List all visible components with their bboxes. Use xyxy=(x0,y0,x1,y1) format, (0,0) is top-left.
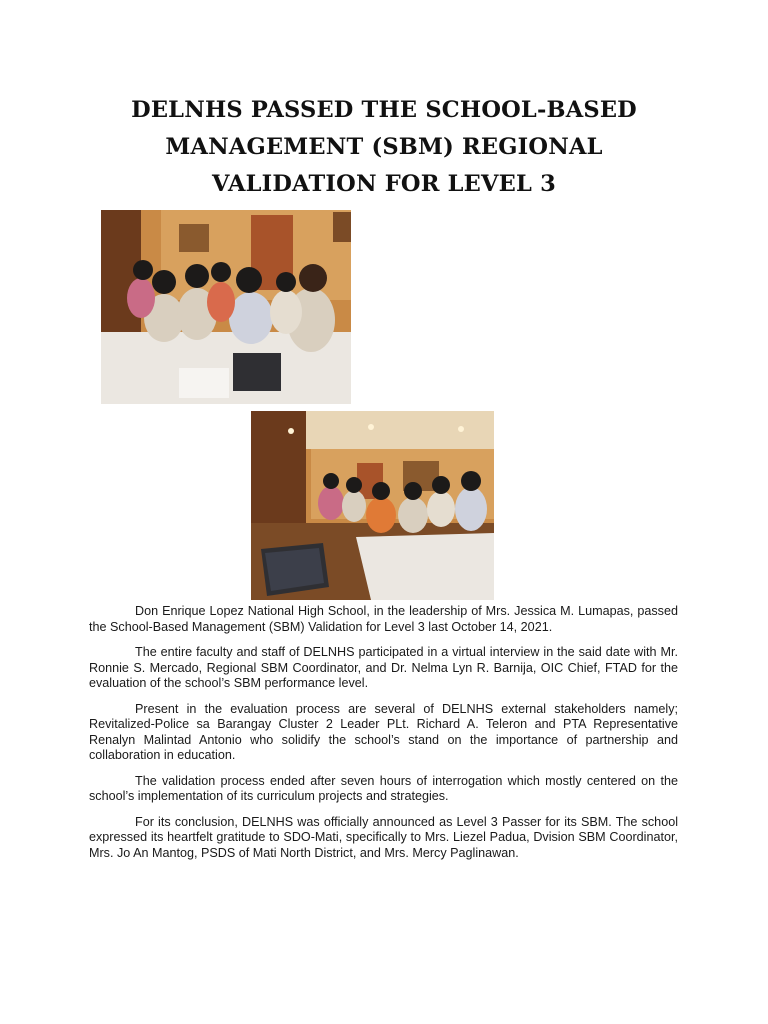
photo-faculty-at-screen xyxy=(101,210,351,404)
article-paragraph: Don Enrique Lopez National High School, in the leadership of Mrs. Jessica M. Lumapas, passed the School-Based Management (SBM) Validation for Level 3 last October 14, 2021. xyxy=(89,604,678,634)
article-paragraph: For its conclusion, DELNHS was officially announced as Level 3 Passer for its SBM. The school expressed its heartfelt gratitude to SDO-Mati, specifically to Mrs. Liezel Padua, Dvision SBM Coordinator, Mrs. Jo An Mantog, PSDS of Mati North District, and Mrs. Mercy Paglinawan. xyxy=(89,814,678,860)
article-paragraph: Present in the evaluation process are several of DELNHS external stakeholders namely; Revitalized-Police sa Barangay Cluster 2 Leader PLt. Richard A. Teleron and PTA Representative Renalyn Malintad Antonio who solidify the school’s stand on the importance of partnership and collaboration in education. xyxy=(89,701,678,762)
title-line: VALIDATION FOR LEVEL 3 xyxy=(212,171,556,197)
article-title xyxy=(60,92,708,203)
title-line: DELNHS PASSED THE SCHOOL-BASED xyxy=(131,97,637,123)
title-line: MANAGEMENT (SBM) REGIONAL xyxy=(165,134,603,160)
article-paragraph: The entire faculty and staff of DELNHS participated in a virtual interview in the said date with Mr. Ronnie S. Mercado, Regional SBM Coordinator, and Dr. Nelma Lyn R. Barnija, OIC Chief, FTAD for the evaluation of the school’s SBM performance level. xyxy=(89,645,678,690)
photo-virtual-interview-room xyxy=(251,411,494,600)
article-body xyxy=(89,604,678,871)
article-paragraph: The validation process ended after seven hours of interrogation which mostly centered on the school’s implementation of its curriculum projects and strategies. xyxy=(89,773,678,803)
